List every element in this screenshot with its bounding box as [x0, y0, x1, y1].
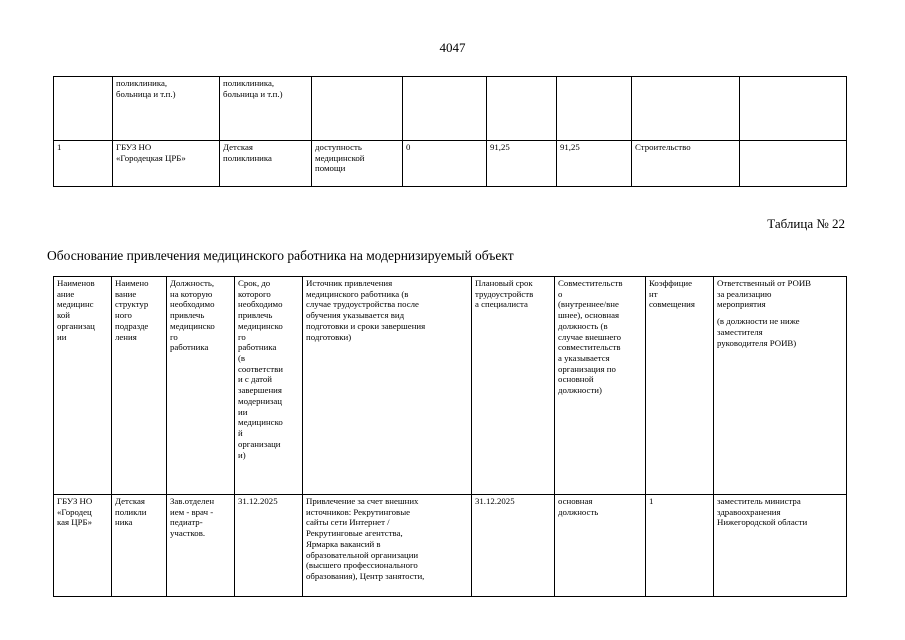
table-cell: Детская поликлиника [220, 141, 312, 187]
header-text: Ответственный от РОИВ за реализацию мероприятия [717, 278, 812, 310]
table-cell [487, 77, 557, 141]
table-cell: ГБУЗ НО «Городецкая ЦРБ» [113, 141, 220, 187]
table-cell: Привлечение за счет внешних источников: Рекрутинговые сайты сети Интернет / Рекрутинговые агентства, Ярмарка вакансий в образовательной организации (высшего профессионального образования), Центр занятости, [303, 495, 472, 597]
table-cell: поликлиника, больница и т.п.) [113, 77, 220, 141]
table-row [54, 77, 847, 141]
table-cell: Строительство [632, 141, 740, 187]
header-cell: Срок, до которого необходимо привлечь медицинско го работника (в соответстви и с датой завершения модернизац ии медицинско й организаци и) [235, 277, 303, 495]
table-cell: 31.12.2025 [235, 495, 303, 597]
header-cell: Источник привлечения медицинского работника (в случае трудоустройства после обучения указывается вид подготовки и сроки завершения подготовки) [303, 277, 472, 495]
header-cell [714, 277, 847, 495]
table-cell: заместитель министра здравоохранения Нижегородской области [714, 495, 847, 597]
table-cell: 1 [646, 495, 714, 597]
table-cell: 91,25 [487, 141, 557, 187]
table-cell: поликлиника, больница и т.п.) [220, 77, 312, 141]
header-cell: Коэффицие нт совмещения [646, 277, 714, 495]
table-top [53, 76, 847, 187]
header-cell: Совместительств о (внутреннее/вне шнее), основная должность (в случае внешнего совместительств а указывается организация по основной должности) [555, 277, 646, 495]
table-cell [740, 77, 847, 141]
table-row [54, 141, 847, 187]
table-cell: Детская поликли ника [112, 495, 167, 597]
table-cell [632, 77, 740, 141]
table-cell: 91,25 [557, 141, 632, 187]
header-note: (в должности не ниже заместителя руководителя РОИВ) [717, 316, 800, 348]
table-cell: доступность медицинской помощи [312, 141, 403, 187]
table-number: Таблица № 22 [767, 216, 845, 231]
header-cell: Плановый срок трудоустройств а специалиста [472, 277, 555, 495]
table-header-row [54, 277, 847, 495]
table-cell: основная должность [555, 495, 646, 597]
table-main [53, 276, 847, 597]
table-cell [740, 141, 847, 187]
page-number: 4047 [439, 40, 466, 55]
table-cell: Зав.отделен ием - врач - педиатр- участков. [167, 495, 235, 597]
table-cell [557, 77, 632, 141]
table-cell: ГБУЗ НО «Городец кая ЦРБ» [54, 495, 112, 597]
table-cell [403, 77, 487, 141]
table-cell: 1 [54, 141, 113, 187]
table-row [54, 495, 847, 597]
table-cell [54, 77, 113, 141]
table-cell: 0 [403, 141, 487, 187]
header-cell: Наимено вание структур ного подразде ления [112, 277, 167, 495]
section-title: Обоснование привлечения медицинского работника на модернизируемый объект [47, 248, 514, 263]
header-cell: Наименов ание медицинс кой организац ии [54, 277, 112, 495]
table-cell [312, 77, 403, 141]
table-cell: 31.12.2025 [472, 495, 555, 597]
header-cell: Должность, на которую необходимо привлечь медицинско го работника [167, 277, 235, 495]
